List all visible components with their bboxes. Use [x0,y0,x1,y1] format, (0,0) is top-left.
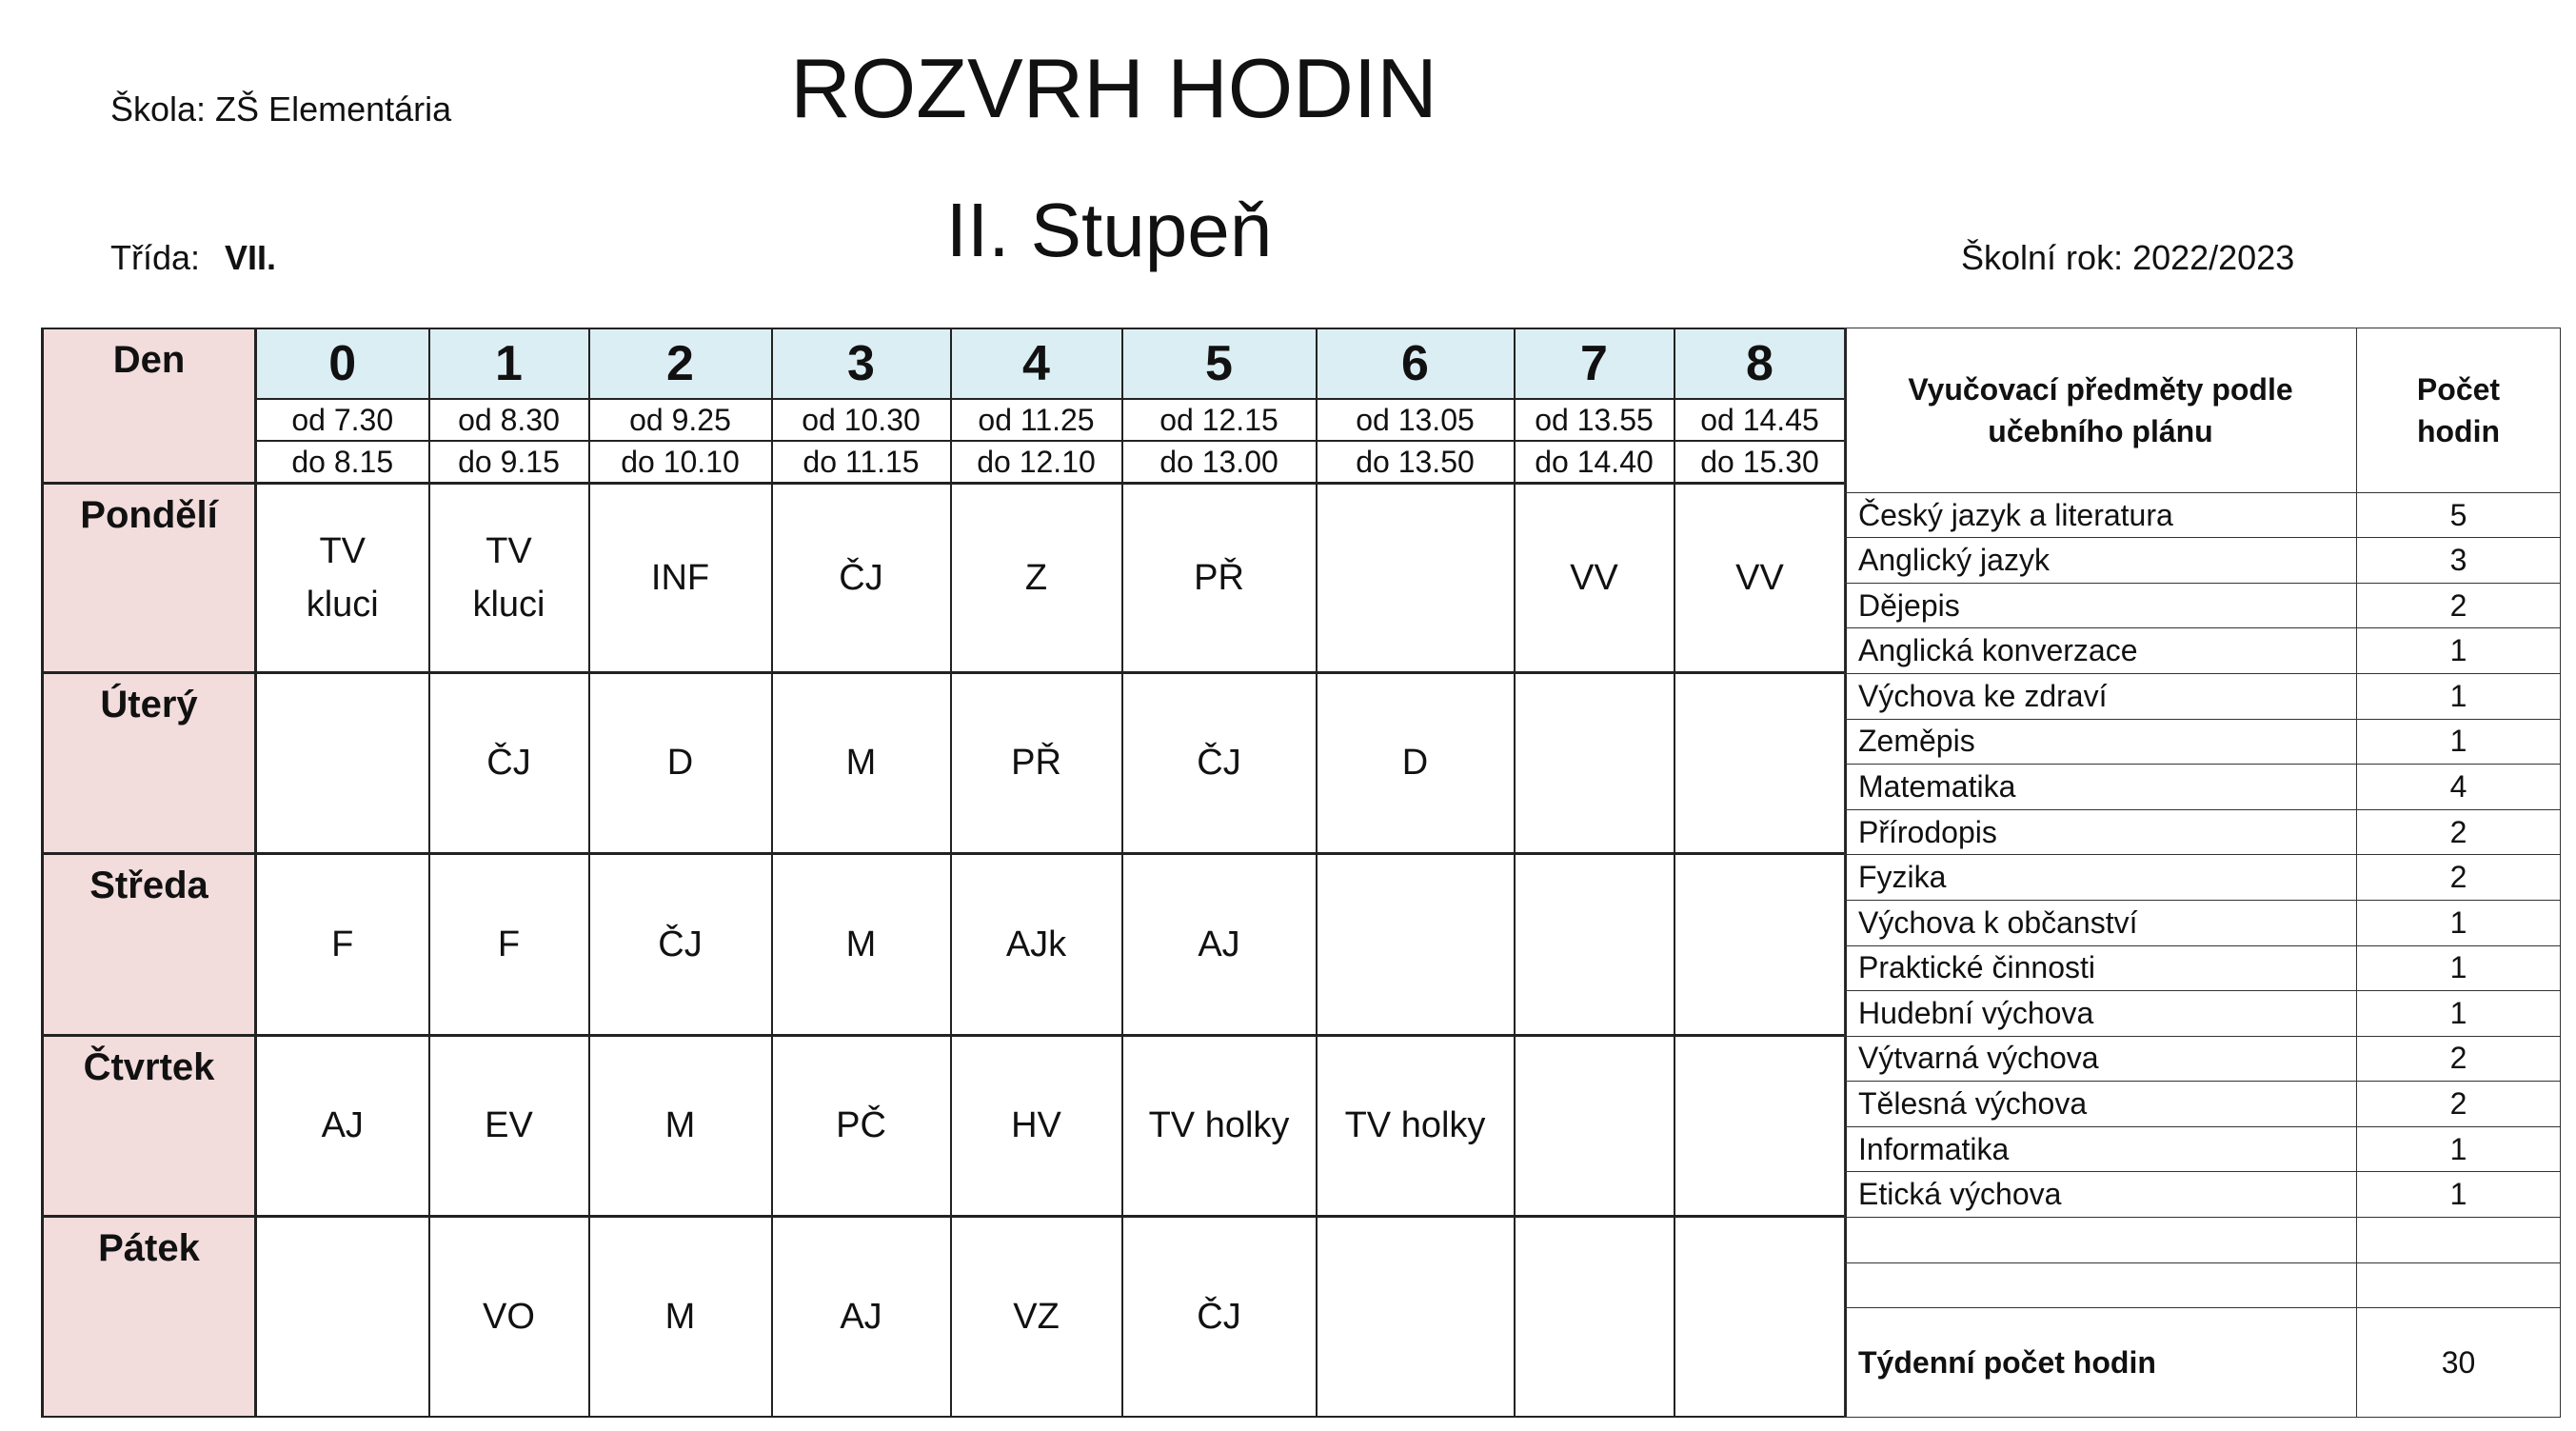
day-row [43,672,1846,853]
subject-hours [2357,1217,2561,1262]
subject-name: Praktické činnosti [1845,945,2357,991]
subject-name: Přírodopis [1845,809,2357,855]
lesson-cell: PČ [772,1035,951,1216]
period-end-time: do 15.30 [1674,441,1846,484]
subject-row [1845,765,2561,810]
period-end-time: do 10.10 [589,441,772,484]
period-end-time: do 8.15 [256,441,429,484]
period-start-time: od 10.30 [772,399,951,441]
lesson-cell: ČJ [1122,1216,1317,1417]
lesson-cell: AJ [1122,854,1317,1035]
lesson-cell: AJ [256,1035,429,1216]
lesson-cell: TV kluci [256,484,429,672]
subject-hours: 1 [2357,719,2561,765]
class-info [110,238,276,278]
period-number: 6 [1317,328,1515,399]
subject-row [1845,1262,2561,1308]
lesson-cell: VO [429,1216,589,1417]
subject-row [1845,492,2561,538]
subject-name: Anglický jazyk [1845,538,2357,584]
subject-row [1845,945,2561,991]
schedule-table [41,328,1847,1418]
weekly-total-label: Týdenní počet hodin [1845,1308,2357,1418]
period-number: 3 [772,328,951,399]
subject-row [1845,583,2561,628]
subject-row [1845,628,2561,674]
period-number: 1 [429,328,589,399]
subject-name: Informatika [1845,1126,2357,1172]
period-end-time: do 9.15 [429,441,589,484]
period-end-time: do 13.00 [1122,441,1317,484]
period-number: 2 [589,328,772,399]
lesson-cell: AJk [951,854,1122,1035]
period-start-time: od 7.30 [256,399,429,441]
period-start-time: od 12.15 [1122,399,1317,441]
lesson-cell: ČJ [1122,672,1317,853]
period-number: 8 [1674,328,1846,399]
lesson-cell: D [1317,672,1515,853]
period-start-time: od 14.45 [1674,399,1846,441]
day-name: Úterý [43,672,256,853]
period-start-time: od 9.25 [589,399,772,441]
lesson-cell [1317,1216,1515,1417]
subject-row [1845,1217,2561,1262]
lesson-cell [1515,1035,1674,1216]
lesson-cell: M [589,1216,772,1417]
period-start-time: od 13.05 [1317,399,1515,441]
lesson-cell [1674,1035,1846,1216]
subjects-table [1844,328,2561,1418]
lesson-cell: D [589,672,772,853]
lesson-cell [1515,1216,1674,1417]
subject-hours: 1 [2357,1172,2561,1218]
period-end-time: do 12.10 [951,441,1122,484]
subject-row [1845,809,2561,855]
day-row [43,854,1846,1035]
subject-row [1845,991,2561,1037]
lesson-cell [1674,854,1846,1035]
subject-row [1845,538,2561,584]
subject-hours [2357,1262,2561,1308]
lesson-cell [256,1216,429,1417]
period-number: 4 [951,328,1122,399]
lesson-cell: Z [951,484,1122,672]
subject-name: Hudební výchova [1845,991,2357,1037]
subject-name: Fyzika [1845,855,2357,901]
day-row [43,1216,1846,1417]
lesson-cell: TV holky [1317,1035,1515,1216]
subject-hours: 1 [2357,991,2561,1037]
subject-name: Český jazyk a literatura [1845,492,2357,538]
weekly-total-value: 30 [2357,1308,2561,1418]
count-header: Počet hodin [2357,328,2561,493]
page-subtitle: II. Stupeň [945,188,1273,272]
lesson-cell [1317,854,1515,1035]
lesson-cell: VZ [951,1216,1122,1417]
lesson-cell: M [772,854,951,1035]
lesson-cell: TV kluci [429,484,589,672]
lesson-cell: PŘ [951,672,1122,853]
period-number: 5 [1122,328,1317,399]
subject-hours: 2 [2357,1082,2561,1127]
subject-hours: 1 [2357,674,2561,720]
day-row [43,484,1846,672]
subject-name: Etická výchova [1845,1172,2357,1218]
lesson-cell: ČJ [772,484,951,672]
subject-hours: 2 [2357,583,2561,628]
subject-hours: 1 [2357,945,2561,991]
class-label: Třída: [110,238,201,277]
period-end-time: do 14.40 [1515,441,1674,484]
subject-name: Matematika [1845,765,2357,810]
lesson-cell: M [772,672,951,853]
lesson-cell [1674,672,1846,853]
lesson-cell: AJ [772,1216,951,1417]
subject-hours: 1 [2357,1126,2561,1172]
day-header: Den [43,328,256,484]
lesson-cell: F [256,854,429,1035]
subject-name [1845,1262,2357,1308]
period-start-time: od 13.55 [1515,399,1674,441]
subject-name: Dějepis [1845,583,2357,628]
lesson-cell: PŘ [1122,484,1317,672]
lesson-cell: ČJ [429,672,589,853]
lesson-cell: M [589,1035,772,1216]
lesson-cell [1515,672,1674,853]
period-end-time: do 13.50 [1317,441,1515,484]
school-year: Školní rok: 2022/2023 [1961,238,2295,277]
subject-row [1845,674,2561,720]
lesson-cell [1317,484,1515,672]
subject-hours: 3 [2357,538,2561,584]
subject-hours: 5 [2357,492,2561,538]
day-name: Pondělí [43,484,256,672]
period-start-time: od 8.30 [429,399,589,441]
lesson-cell [1674,1216,1846,1417]
subject-name: Zeměpis [1845,719,2357,765]
subjects-header: Vyučovací předměty podle učebního plánu [1845,328,2357,493]
subject-row [1845,719,2561,765]
period-number: 0 [256,328,429,399]
subject-row [1845,1036,2561,1082]
day-row [43,1035,1846,1216]
lesson-cell: EV [429,1035,589,1216]
period-start-time: od 11.25 [951,399,1122,441]
subject-row [1845,1126,2561,1172]
page-title: ROZVRH HODIN [790,41,1437,135]
lesson-cell [256,672,429,853]
subject-name [1845,1217,2357,1262]
lesson-cell: ČJ [589,854,772,1035]
lesson-cell: VV [1674,484,1846,672]
subject-hours: 4 [2357,765,2561,810]
subject-hours: 2 [2357,855,2561,901]
lesson-cell [1515,854,1674,1035]
lesson-cell: HV [951,1035,1122,1216]
day-name: Čtvrtek [43,1035,256,1216]
day-name: Středa [43,854,256,1035]
subject-hours: 2 [2357,1036,2561,1082]
subject-name: Anglická konverzace [1845,628,2357,674]
class-value: VII. [225,238,277,277]
subject-row [1845,1082,2561,1127]
subject-hours: 2 [2357,809,2561,855]
lesson-cell: F [429,854,589,1035]
lesson-cell: INF [589,484,772,672]
subject-row [1845,1172,2561,1218]
subject-name: Výchova k občanství [1845,900,2357,945]
subject-row [1845,900,2561,945]
day-name: Pátek [43,1216,256,1417]
subject-row [1845,855,2561,901]
lesson-cell: VV [1515,484,1674,672]
lesson-cell: TV holky [1122,1035,1317,1216]
period-end-time: do 11.15 [772,441,951,484]
subject-name: Výchova ke zdraví [1845,674,2357,720]
subject-name: Tělesná výchova [1845,1082,2357,1127]
subject-name: Výtvarná výchova [1845,1036,2357,1082]
subject-hours: 1 [2357,628,2561,674]
subject-hours: 1 [2357,900,2561,945]
school-name: Škola: ZŠ Elementária [110,89,452,129]
period-number: 7 [1515,328,1674,399]
